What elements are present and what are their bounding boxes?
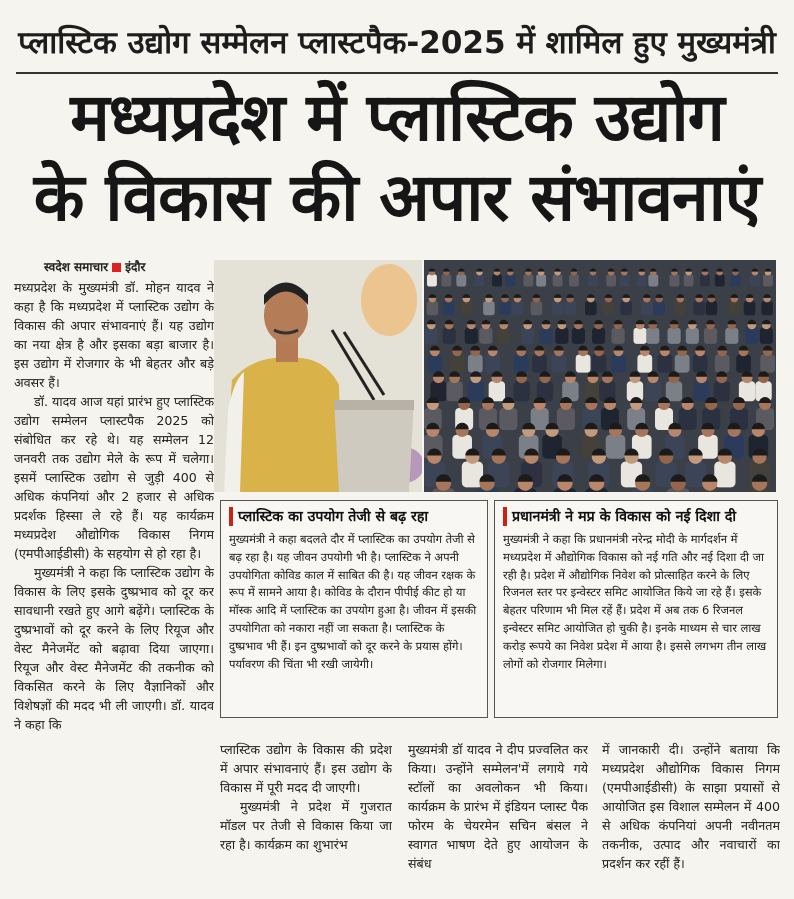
audience-member-body bbox=[745, 328, 758, 344]
audience-member-body bbox=[443, 301, 455, 315]
audience-member-body bbox=[700, 274, 710, 286]
audience-member-body bbox=[513, 381, 529, 401]
audience-member-body bbox=[648, 274, 658, 286]
column2-paragraph-1: प्लास्टिक उद्योग के विकास की प्रदेश में अपार संभावनाएं हैं। इस उद्योग के विकास में पूरी मदद दी जाएगी। bbox=[220, 742, 392, 795]
audience-member-body bbox=[450, 355, 465, 373]
audience-member-body bbox=[564, 301, 576, 315]
dateline-source: स्वदेश समाचार bbox=[44, 260, 109, 274]
audience-member-body bbox=[704, 328, 717, 344]
audience-member-body bbox=[523, 274, 533, 286]
audience-member-body bbox=[761, 301, 773, 315]
audience-member-body bbox=[637, 274, 647, 286]
audience-member-body bbox=[521, 328, 534, 344]
audience-member-body bbox=[620, 301, 632, 315]
audience-member-body bbox=[456, 274, 466, 286]
audience-member-body bbox=[646, 328, 659, 344]
column2-paragraph-2: मुख्यमंत्री ने प्रदेश में गुजरात मॉडल पर तेजी से विकास किया जा रहा है। कार्यक्रम का शुभारंभ bbox=[220, 799, 392, 852]
audience-member-body bbox=[569, 274, 579, 286]
audience-member-body bbox=[744, 301, 756, 315]
audience-member-body bbox=[552, 301, 564, 315]
audience-member-body bbox=[715, 274, 725, 286]
speaker-photo bbox=[214, 260, 422, 492]
audience-member-body bbox=[645, 381, 661, 401]
article-column-1 bbox=[14, 278, 214, 894]
article-column-3 bbox=[408, 740, 588, 896]
audience-member-body bbox=[468, 355, 483, 373]
audience-member-body bbox=[729, 301, 741, 315]
audience-member-body bbox=[686, 328, 699, 344]
audience-member-body bbox=[514, 355, 529, 373]
audience-member-body bbox=[446, 381, 462, 401]
article-column-2 bbox=[220, 740, 392, 896]
audience-member-body bbox=[668, 328, 681, 344]
audience-member-body bbox=[505, 274, 515, 286]
audience-member-body bbox=[555, 328, 568, 344]
audience-member-body bbox=[684, 274, 694, 286]
audience-member-body bbox=[612, 328, 625, 344]
audience-member-body bbox=[425, 328, 438, 344]
audience-member-body bbox=[592, 355, 607, 373]
audience-member-body bbox=[714, 381, 730, 401]
audience-member-body bbox=[465, 328, 478, 344]
audience-member-body bbox=[606, 435, 626, 459]
audience-member-body bbox=[760, 328, 773, 344]
audience-member-body bbox=[675, 301, 687, 315]
audience-member-body bbox=[557, 408, 575, 430]
audience-member-body bbox=[603, 301, 615, 315]
audience-member-body bbox=[468, 381, 484, 401]
audience-member-body bbox=[679, 408, 697, 430]
audience-member-body bbox=[536, 274, 546, 286]
kicker-headline: प्लास्टिक उद्योग सम्मेलन प्लास्टपैक-2025 में शामिल हुए मुख्यमंत्री bbox=[16, 14, 778, 74]
audience-member-body bbox=[483, 301, 495, 315]
audience-member-body bbox=[551, 355, 566, 373]
audience-member-body bbox=[693, 355, 708, 373]
headline-line-2: के विकास की अपार संभावनाएं bbox=[33, 159, 761, 236]
audience-member-body bbox=[497, 328, 510, 344]
audience-member-body bbox=[539, 328, 552, 344]
audience-member-body bbox=[499, 301, 511, 315]
audience-member-body bbox=[479, 328, 492, 344]
audience-member-body bbox=[592, 328, 605, 344]
audience-member-body bbox=[730, 274, 740, 286]
box2-text: मुख्यमंत्री ने कहा कि प्रधानमंत्री नरेन्द्र मोदी के मार्गदर्शन में मध्यप्रदेश में औद्योगिक विकास को नई गति और नई दिशा दी जा रही है। प्रदेश में औद्योगिक निवेश को प्रोत्साहित करने के लिए रिजनल स्तर पर इन्वेस्टर समिट आयोजित किये जा रहे हैं। इसके बेहतर परिणाम भी मिल रहें हैं। प्रदेश में अब तक 6 रिजनल इन्वेस्टर समिट आयोजित हो चुकी है। इनके माध्यम से चार लाख करोड़ रूपये का निवेश प्रदेश में आया है। इससे लगभग तीन लाख लोगों को रोजगार मिलेगा। bbox=[503, 532, 767, 671]
audience-member-body bbox=[576, 355, 591, 373]
audience-member-body bbox=[633, 328, 646, 344]
column1-paragraph-2: डॉ. यादव आज यहां प्रारंभ हुए प्लास्टिक उद्योग सम्मेलन प्लास्टपैक 2025 को संबोधित कर रहे थे। यह सम्मेलन 12 जनवरी तक उद्योग मेले के रूप में चलेगा। इसमें प्लास्टिक उद्योग से जुड़ी 400 से अधिक कंपनियां और 2 हजार से अधिक प्रदर्शक हिस्सा ले रहे हैं। यह कार्यक्रम मध्यप्रदेश औद्योगिक विकास निगम (एमपीआईडीसी) के सहयोग से हो रहा है। bbox=[14, 394, 214, 561]
audience-member-body bbox=[763, 274, 773, 286]
audience-member-body bbox=[492, 274, 502, 286]
sidebar-box-pm-direction bbox=[494, 500, 778, 718]
article-column-4 bbox=[602, 740, 780, 896]
audience-member-body bbox=[461, 301, 473, 315]
audience-photo bbox=[424, 260, 776, 492]
box2-heading: प्रधानमंत्री ने मप्र के विकास को नई दिशा दी bbox=[503, 507, 769, 526]
audience-member-body bbox=[666, 381, 682, 401]
column1-paragraph-1: मध्यप्रदेश के मुख्यमंत्री डॉ. मोहन यादव ने कहा है कि मध्यप्रदेश में प्लास्टिक उद्योग के विकास की अपार संभावनाएं हैं। यह उद्योग का नया क्षेत्र है और इसका बड़ा बाजार है। इस उद्योग में रोजगार के भी बेहतर और बड़े अवसर हैं। bbox=[14, 280, 214, 390]
column1-paragraph-3: मुख्यमंत्री ने कहा कि प्लास्टिक उद्योग के विकास के लिए इसके दुष्प्रभाव को दूर कर सावधानी रखते हुए आगे बढ़ेंगे। प्लास्टिक के दुष्प्रभावों को दूर करने के लिए रियूज और वेस्ट मैनेजमेंट को बढ़ावा दिया जाएगा। रियूज और वेस्ट मैनेजमेंट की तकनीक को विकसित करने के लिए वैज्ञानिकों और विशेषज्ञों की मदद भी ली जाएगी। डॉ. यादव ने कहा कि bbox=[14, 565, 214, 732]
box1-heading: प्लास्टिक का उपयोग तेजी से बढ़ रहा bbox=[229, 507, 479, 526]
audience-member-body bbox=[585, 301, 597, 315]
column3-paragraph-1: मुख्यमंत्री डॉ यादव ने दीप प्रज्वलित कर किया। उन्होंने सम्मेलन'में लगाये गये स्टॉलों का अवलोकन भी किया। कार्यक्रम के प्रारंभ में इंडियन प्लास्ट पैक फोरम के चेयरमेन सचिन बंसल ने स्वागत भाषण देते हुए आयोजन के संबंध bbox=[408, 742, 588, 871]
audience-member-body bbox=[760, 355, 775, 373]
audience-member-body bbox=[572, 328, 585, 344]
main-headline bbox=[6, 78, 788, 238]
audience-member-body bbox=[715, 355, 730, 373]
audience-member-body bbox=[693, 381, 709, 401]
audience-member-body bbox=[427, 355, 442, 373]
audience-member-body bbox=[427, 301, 439, 315]
audience-member-body bbox=[714, 461, 735, 487]
audience-member-body bbox=[588, 274, 598, 286]
audience-member-body bbox=[725, 328, 738, 344]
audience-member-body bbox=[653, 301, 665, 315]
red-square-icon bbox=[112, 263, 121, 272]
audience-member-body bbox=[531, 301, 543, 315]
audience-member-body bbox=[512, 301, 524, 315]
audience-member-body bbox=[606, 274, 616, 286]
speaker-photo-illustration bbox=[214, 260, 422, 492]
audience-member-body bbox=[693, 301, 705, 315]
sidebar-box-plastic-use bbox=[220, 500, 488, 718]
audience-member-body bbox=[657, 355, 672, 373]
audience-member-body bbox=[750, 274, 760, 286]
audience-member-body bbox=[706, 301, 718, 315]
audience-photo-illustration bbox=[424, 260, 776, 492]
audience-member-body bbox=[619, 274, 629, 286]
headline-line-1: मध्यप्रदेश में प्लास्टिक उद्योग bbox=[70, 79, 724, 156]
audience-member-body bbox=[441, 274, 451, 286]
audience-member-body bbox=[485, 355, 500, 373]
column4-paragraph-1: में जानकारी दी। उन्होंने बताया कि मध्यप्रदेश औद्योगिक विकास निगम (एमपीआईडीसी) के साझा प्रयासों से आयोजित इस विशाल सम्मेलन में 400 से अधिक कंपनियां अपनी नवीनतम तकनीक, उत्पाद और नवाचारों का प्रदर्शन कर रहीं हैं। bbox=[602, 742, 780, 871]
audience-member-body bbox=[736, 355, 751, 373]
dateline bbox=[44, 258, 145, 275]
audience-member-body bbox=[611, 355, 626, 373]
audience-member-body bbox=[641, 301, 653, 315]
audience-member-body bbox=[474, 274, 484, 286]
audience-member-body bbox=[532, 355, 547, 373]
box1-text: मुख्यमंत्री ने कहा बदलते दौर में प्लास्टिक का उपयोग तेजी से बढ़ रहा है। यह जीवन उपयोगी भी है। प्लास्टिक ने अपनी उपयोगिता कोविड काल में साबित की है। यह जीवन रक्षक के रूप में सामने आया है। कोविड के दौरान पीपीई कीट हो या मॉस्क आदि में प्लास्टिक का उपयोग हुआ है। जीवन में इसकी उपयोगिता को नकारा नहीं जा सकता है। प्लास्टिक के दुष्प्रभाव भी हैं। इन दुष्प्रभावों को दूर करने के प्रयास होंगे। पर्यावरण की चिंता भी रखी जायेगी। bbox=[229, 532, 477, 671]
audience-member-body bbox=[427, 274, 437, 286]
audience-member-body bbox=[637, 355, 652, 373]
audience-member-body bbox=[443, 328, 456, 344]
audience-member-body bbox=[670, 274, 680, 286]
audience-member-body bbox=[675, 355, 690, 373]
audience-member-body bbox=[553, 274, 563, 286]
audience-member-body bbox=[499, 408, 517, 430]
dateline-place: इंदौर bbox=[125, 260, 146, 274]
